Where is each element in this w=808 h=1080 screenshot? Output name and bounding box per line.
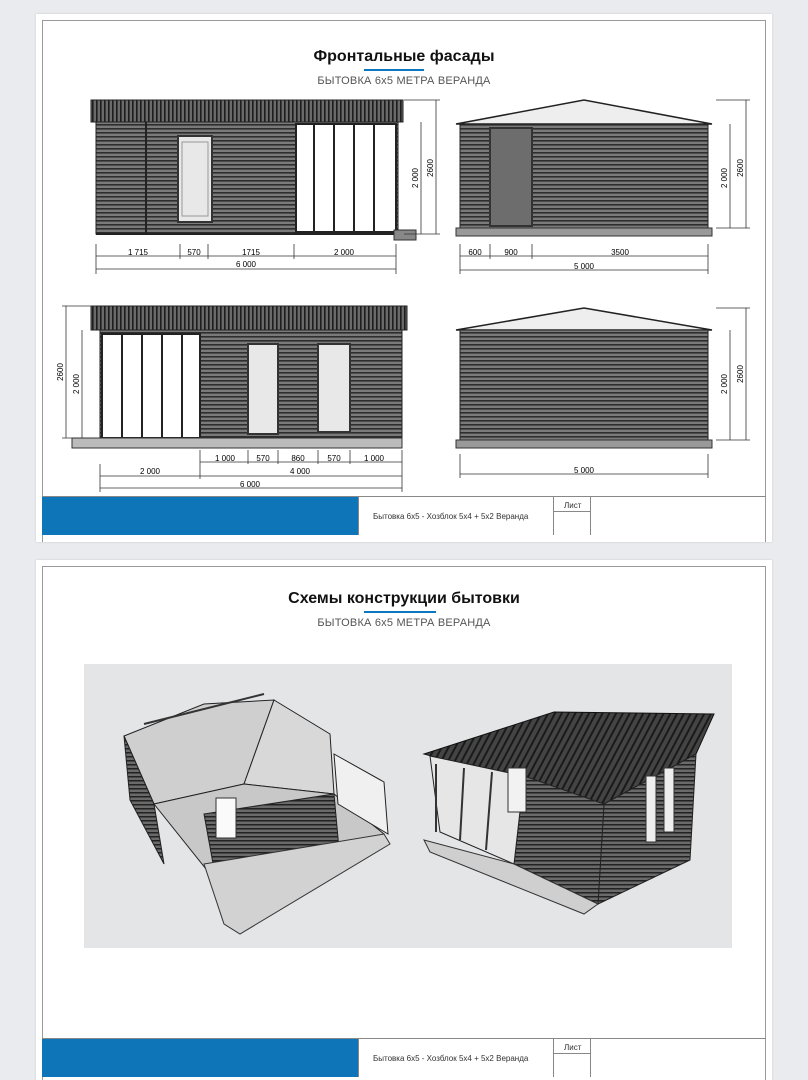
dim-text: 2 000 bbox=[720, 167, 729, 189]
dim-text: 5 000 bbox=[573, 466, 595, 475]
facades-drawing bbox=[36, 84, 772, 544]
page-title: Схемы конструкции бытовки bbox=[288, 590, 520, 607]
page-subtitle: БЫТОВКА 6х5 МЕТРА ВЕРАНДА bbox=[317, 75, 491, 87]
dim-text: 570 bbox=[327, 454, 341, 463]
render-panel bbox=[84, 664, 732, 948]
dim-text: 2 000 bbox=[72, 373, 81, 395]
dim-text: 1715 bbox=[242, 248, 260, 257]
dim-text: 4 000 bbox=[289, 467, 311, 476]
title-underline bbox=[364, 611, 436, 613]
dim-text: 6 000 bbox=[239, 480, 261, 489]
title-block-sheet bbox=[554, 1039, 591, 1077]
title-underline bbox=[364, 69, 424, 71]
sheet-schemes bbox=[36, 560, 772, 1080]
facade-gable-door bbox=[456, 100, 750, 274]
dim-text: 900 bbox=[504, 248, 518, 257]
dim-text: 5 000 bbox=[573, 262, 595, 271]
facade-gable-blank bbox=[456, 308, 750, 478]
sheet-label: Лист bbox=[564, 1043, 582, 1052]
dim-text: 2600 bbox=[736, 159, 745, 177]
title-block-accent bbox=[42, 1039, 358, 1077]
page-subtitle: БЫТОВКА 6х5 МЕТРА ВЕРАНДА bbox=[317, 617, 491, 629]
construction-renders bbox=[84, 664, 732, 948]
dim-text: 1 000 bbox=[363, 454, 385, 463]
sheet-facades bbox=[36, 14, 772, 542]
dim-text: 860 bbox=[291, 454, 305, 463]
dim-text: 1 715 bbox=[127, 248, 149, 257]
title-block-caption: Бытовка 6х5 - Хозблок 5х4 + 5х2 Веранда bbox=[358, 497, 554, 535]
dim-text: 1 000 bbox=[214, 454, 236, 463]
dim-text: 570 bbox=[187, 248, 201, 257]
dim-text: 6 000 bbox=[235, 260, 257, 269]
title-block-sheet bbox=[554, 497, 591, 535]
dim-text: 2600 bbox=[56, 363, 65, 381]
dim-text: 2600 bbox=[426, 159, 435, 177]
dim-text: 2 000 bbox=[139, 467, 161, 476]
render-exterior bbox=[424, 712, 714, 914]
dim-text: 600 bbox=[468, 248, 482, 257]
render-interior bbox=[124, 694, 390, 934]
dim-text: 3500 bbox=[611, 248, 629, 257]
dim-text: 570 bbox=[256, 454, 270, 463]
facade-front-long bbox=[91, 100, 440, 274]
dim-text: 2 000 bbox=[411, 167, 420, 189]
sheet-label: Лист bbox=[564, 501, 582, 510]
page-title: Фронтальные фасады bbox=[313, 48, 495, 65]
dim-text: 2 000 bbox=[720, 373, 729, 395]
dim-text: 2600 bbox=[736, 365, 745, 383]
title-block bbox=[42, 1038, 766, 1077]
facade-rear-long bbox=[56, 306, 407, 492]
title-block bbox=[42, 496, 766, 535]
title-block-caption: Бытовка 6х5 - Хозблок 5х4 + 5х2 Веранда bbox=[358, 1039, 554, 1077]
dim-text: 2 000 bbox=[333, 248, 355, 257]
title-block-accent bbox=[42, 497, 358, 535]
